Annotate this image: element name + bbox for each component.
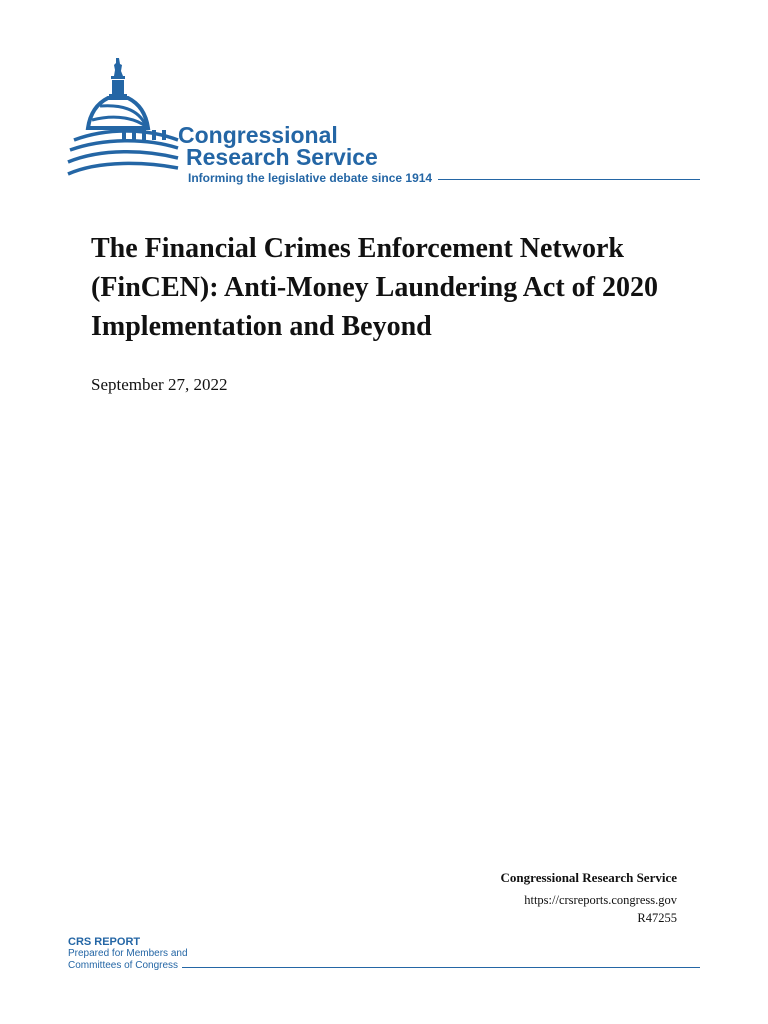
publisher-name: Congressional Research Service xyxy=(500,870,677,885)
logo-wordmark xyxy=(178,124,378,168)
logo-name-line1: Congressional xyxy=(178,122,338,148)
publisher-info xyxy=(501,868,677,927)
report-number: R47255 xyxy=(637,911,677,925)
report-title: The Financial Crimes Enforcement Network (FinCEN): Anti-Money Laundering Act of 2020 Implementation and Beyond xyxy=(91,233,658,342)
publisher-url: https://crsreports.congress.gov xyxy=(524,893,677,907)
footer-divider xyxy=(182,967,700,969)
report-type-label: CRS REPORT xyxy=(68,936,141,948)
prepared-line1: Prepared for Members and xyxy=(68,948,188,959)
report-date: September 27, 2022 xyxy=(91,375,228,394)
logo-tagline: Informing the legislative debate since 1914 xyxy=(188,171,433,185)
crs-logo xyxy=(66,54,706,194)
tagline-divider xyxy=(438,179,700,181)
logo-tagline-row xyxy=(188,170,700,186)
prepared-line2: Committees of Congress xyxy=(68,960,179,971)
footer xyxy=(68,936,700,976)
logo-name-line2: Research Service xyxy=(186,144,378,170)
capitol-dome-icon xyxy=(66,54,182,186)
footer-row xyxy=(68,960,700,972)
